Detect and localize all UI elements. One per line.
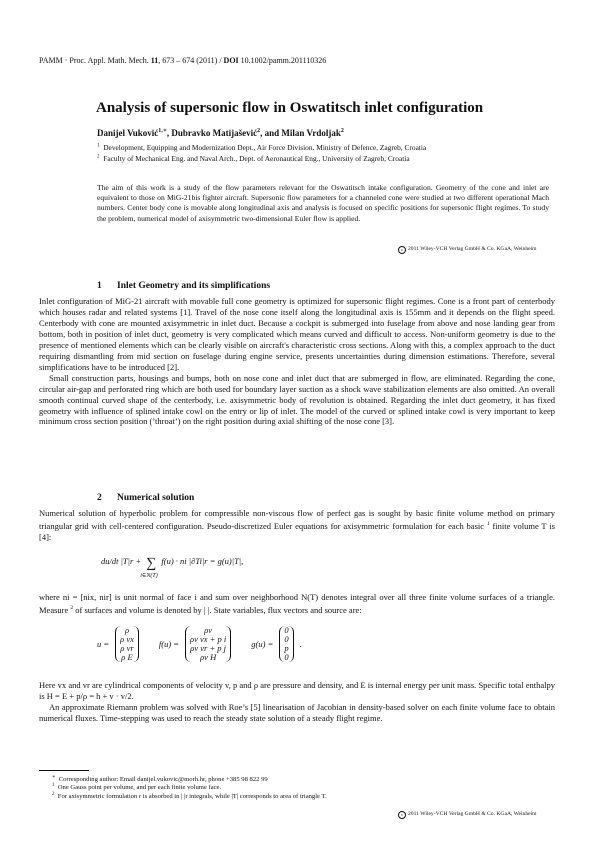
equation-1-rhs: f(u) · ni |∂Ti|r = g(u)|T|, xyxy=(161,556,244,566)
doi-value[interactable]: 10.1002/pamm.201110326 xyxy=(240,56,327,65)
author-2-mark: 2 xyxy=(257,128,261,134)
f-entry: ρv xyxy=(204,625,213,635)
equation-1 xyxy=(101,556,244,579)
copyright-bottom xyxy=(398,811,537,819)
affiliation-1 xyxy=(97,143,426,152)
paper-title: Analysis of supersonic flow in Oswatitsch inlet configuration xyxy=(96,100,484,116)
section-2-paragraph-2b: of surfaces and volume is denoted by | |. State variables, flux vectors and source are: xyxy=(75,604,362,615)
footnote-mark: 1 xyxy=(52,783,55,788)
section-1-body xyxy=(39,296,555,427)
section-2-body xyxy=(39,680,555,724)
section-2-paragraph-2a: where ni = [nix, nir] is unit normal of face i and sum over neighborhood N(T) denotes integral over all three finite volume surfaces of a triangle. Measure xyxy=(39,592,555,615)
author-list xyxy=(97,127,344,138)
g-label: g(u) = xyxy=(251,639,274,649)
section-1-heading xyxy=(97,281,270,291)
section-2-paragraph-1 xyxy=(39,508,555,543)
section-1-paragraph-2: Small construction parts, housings and bumps, both on nose cone and inlet duct that are submerged in flow, are eliminated. Regarding the cone, circular air-gap and perforated ring which are both used for boundary layer suction as a shock wave stabilization elements are also omitted. An overall smooth continual curved shape of the centerbody, i.e. axisymmetric body of revolution is obtained. Regarding the inlet duct geometry, it has fixed geometry with influence of splined intake cowl on the entry or lip of inlet. The model of the curved or splined intake cowl is very important to keep minimum cross section position (’throat’) on the right position during axial shifting of the nose cone [3]. xyxy=(39,372,555,427)
g-entry: 0 xyxy=(284,634,289,644)
g-entry: 0 xyxy=(284,625,289,635)
author-1-mark: 1,∗ xyxy=(158,128,167,134)
f-vector xyxy=(185,626,231,662)
footnote-text: One Gauss point per volume, and per each finite volume face. xyxy=(57,784,222,792)
affiliation-2 xyxy=(97,154,410,163)
footnote-rule xyxy=(39,770,89,771)
section-2-paragraph-2 xyxy=(39,592,555,616)
section-1-number: 1 xyxy=(97,281,102,291)
copyright-top xyxy=(398,246,537,254)
copyright-text: 2011 Wiley-VCH Verlag GmbH & Co. KGaA, Weinheim xyxy=(408,811,537,817)
journal-header xyxy=(39,56,326,65)
copyright-icon: c xyxy=(398,811,406,819)
sum-icon: ∑ i∈N(T) xyxy=(140,556,158,579)
copyright-text: 2011 Wiley-VCH Verlag GmbH & Co. KGaA, Weinheim xyxy=(408,246,537,252)
journal-volume: 11 xyxy=(150,56,159,65)
f-entry: ρv H xyxy=(200,652,217,662)
footnote-1 xyxy=(52,783,221,791)
footnote-text: For axisymmetric formulation r is absorbed in | |r integrals, while |T| corresponds to area of triangle T. xyxy=(57,793,327,801)
footnote-text: Corresponding author: Email danijel.vukovic@morh.hr, phone +385 98 822 99 xyxy=(58,776,268,784)
section-1-title: Inlet Geometry and its simplifications xyxy=(117,281,271,291)
affiliation-2-num: 2 xyxy=(97,154,100,160)
abstract: The aim of this work is a study of the flow parameters relevant for the Oswatitsch intake configuration. Geometry of the cone and inlet are equivalent to those on MiG-21bis fighter aircraft. Supersonic flow parameters for a channeled cone were studied at two different operational Mach numbers. Center body cone is movable along longitudinal axis and analysis is focused on specific positions for supersonic flight regimes. To study the problem, numerical model of axisymmetric two-dimensional Euler flow is applied. xyxy=(97,183,549,223)
section-2-paragraph-3: Here vx and vr are cylindrical components of velocity v, p and ρ are pressure and density, and E is internal energy per unit mass. Specific total enthalpy is H = E + p/ρ = h + v · v/2. xyxy=(39,680,555,701)
author-3: , and Milan Vrdoljak xyxy=(260,128,341,138)
copyright-icon: c xyxy=(398,246,406,254)
affiliation-1-text: Development, Equipping and Modernization Dept., Air Force Division, Ministry of Defence, Zagreb, Croatia xyxy=(103,143,427,152)
footnote-star xyxy=(52,774,268,783)
g-entry: 0 xyxy=(284,652,289,662)
author-2: , Dubravko Matijašević xyxy=(166,128,258,138)
u-entry: ρ E xyxy=(121,652,133,662)
section-2-heading xyxy=(97,493,194,503)
g-entry: p xyxy=(284,643,289,653)
equation-1-lhs: du/dt |T|r + xyxy=(101,556,142,566)
section-2-number: 2 xyxy=(97,493,102,503)
section-2-paragraph-1b: finite volume T is [4]: xyxy=(39,520,555,542)
u-entry: ρ vx xyxy=(120,634,134,644)
journal-pages: , 673 – 674 (2011) / xyxy=(158,56,222,65)
u-vector xyxy=(115,626,139,662)
u-label: u = xyxy=(97,639,110,649)
footnote-mark: 2 xyxy=(52,792,55,797)
section-2-paragraph-1a: Numerical solution of hyperbolic problem for compressible non-viscous flow of perfect gas is sought by basic finite volume method on primary triangular grid with cell-centered configuration. Pseudo-discretized Euler equations for axisymmetric formulation for each basic xyxy=(39,508,555,531)
u-entry: ρ xyxy=(124,625,130,635)
footnote-ref-1: 1 xyxy=(486,520,490,527)
author-3-mark: 2 xyxy=(340,128,344,134)
section-2-title: Numerical solution xyxy=(117,493,195,503)
section-2-paragraph-4: An approximate Riemann problem was solved with Roe’s [5] linearisation of Jacobian in density-based solver on each finite volume face to obtain numerical fluxes. Time-stepping was used to reach the steady state solution of a steady flight regime. xyxy=(39,701,555,723)
section-1-paragraph-1: Inlet configuration of MiG-21 aircraft with movable full cone geometry is optimized for supersonic flight regimes. Cone is a front part of centerbody which houses radar and related systems [1]. Travel of the nose cone itself along the longitudinal axis is 155mm and it depends on the flight speed. Centerbody with cone are mounted axisymmetric in inlet duct. Because a cockpit is submerged into fuselage from above and nose landing gear from bottom, both in position of inlet duct, geometry is very complicated which means curved and difficult to access. Non-uniform geometry is due to the presence of mentioned elements which can be clearly visible on aircraft's characteristic cross sections. Along with this, a complex approach to the duct requiring dismantling from mid section on fuselage during engine service, presents uncertainties during dimension estimations. Therefore, several simplifications have to be introduced [2]. xyxy=(39,296,555,372)
author-1: Danijel Vuković xyxy=(97,128,159,138)
affiliation-1-num: 1 xyxy=(97,143,100,149)
journal-name: PAMM · Proc. Appl. Math. Mech. xyxy=(39,56,149,65)
f-entry: ρv vr + p j xyxy=(190,643,227,653)
footnote-2 xyxy=(52,792,327,800)
doi-label: DOI xyxy=(223,56,239,65)
footnote-ref-2: 2 xyxy=(70,604,74,611)
f-entry: ρv vx + p i xyxy=(190,634,227,644)
equation-2 xyxy=(97,626,302,662)
equation-2-end: . xyxy=(299,639,302,649)
g-vector xyxy=(279,626,293,662)
f-label: f(u) = xyxy=(158,639,180,649)
u-entry: ρ vr xyxy=(120,643,134,653)
affiliation-2-text: Faculty of Mechanical Eng. and Naval Arch., Dept. of Aeronautical Eng., University of Zagreb, Croatia xyxy=(103,154,410,163)
equation-1-sum-index: i∈N(T) xyxy=(140,573,158,579)
footnote-mark: ∗ xyxy=(52,775,56,780)
